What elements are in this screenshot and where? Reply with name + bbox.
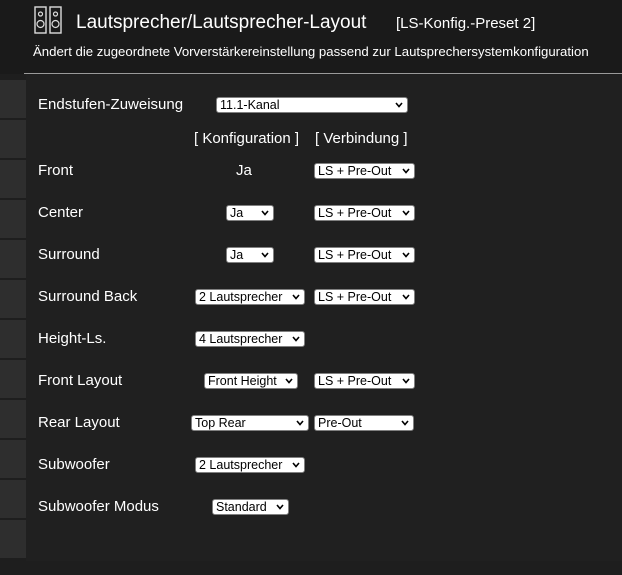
chevron-down-icon: [401, 290, 411, 304]
sidebar-tab[interactable]: [0, 120, 27, 158]
height-konfiguration-value: 4 Lautsprecher: [199, 332, 283, 346]
height-konfiguration-select[interactable]: [195, 331, 305, 347]
surround-back-verbindung-value: LS + Pre-Out: [318, 290, 392, 304]
subwoofer-label: Subwoofer: [38, 456, 110, 473]
sidebar: [0, 80, 26, 560]
header-divider: [24, 73, 622, 74]
page-header: [0, 0, 622, 74]
sidebar-tab[interactable]: [0, 400, 27, 438]
sidebar-tab[interactable]: [0, 320, 27, 358]
subwoofer-konfiguration-select[interactable]: [195, 457, 305, 473]
endstufen-select[interactable]: [216, 97, 408, 113]
center-verbindung-value: LS + Pre-Out: [318, 206, 392, 220]
rear-layout-verbindung-select[interactable]: [314, 415, 414, 431]
surround-verbindung-select[interactable]: [314, 247, 415, 263]
rear-layout-konfiguration-select[interactable]: [191, 415, 309, 431]
front-layout-verbindung-select[interactable]: [314, 373, 415, 389]
rear-layout-konfiguration-value: Top Rear: [195, 416, 246, 430]
surround-konfiguration-select[interactable]: [226, 247, 274, 263]
surround-konfiguration-value: Ja: [230, 248, 244, 262]
preset-label: [LS-Konfig.-Preset 2]: [396, 15, 536, 32]
subwoofer-modus-value: Standard: [216, 500, 267, 514]
center-konfiguration-select[interactable]: [226, 205, 274, 221]
chevron-down-icon: [401, 164, 411, 178]
settings-panel: [26, 75, 622, 561]
sidebar-tab[interactable]: [0, 200, 27, 238]
chevron-down-icon: [260, 248, 270, 262]
front-konfiguration-value: Ja: [236, 162, 252, 179]
sidebar-tab[interactable]: [0, 480, 27, 518]
chevron-down-icon: [394, 98, 404, 112]
center-verbindung-select[interactable]: [314, 205, 415, 221]
chevron-down-icon: [284, 374, 294, 388]
surround-back-konfiguration-select[interactable]: [195, 289, 305, 305]
front-verbindung-value: LS + Pre-Out: [318, 164, 392, 178]
endstufen-label: Endstufen-Zuweisung: [38, 96, 184, 113]
surround-back-label: Surround Back: [38, 288, 138, 305]
surround-verbindung-value: LS + Pre-Out: [318, 248, 392, 262]
chevron-down-icon: [275, 500, 285, 514]
height-label: Height-Ls.: [38, 330, 107, 347]
sidebar-tab[interactable]: [0, 240, 27, 278]
front-layout-konfiguration-value: Front Height: [208, 374, 277, 388]
column-header-konfiguration: [ Konfiguration ]: [194, 130, 300, 147]
front-label: Front: [38, 162, 74, 179]
chevron-down-icon: [291, 332, 301, 346]
page-description: Ändert die zugeordnete Vorverstärkereinstellung passend zur Lautsprechersystemkonfiguration: [33, 44, 589, 59]
speaker-pair-icon: [34, 6, 62, 34]
chevron-down-icon: [401, 248, 411, 262]
subwoofer-modus-label: Subwoofer Modus: [38, 498, 159, 515]
front-layout-verbindung-value: LS + Pre-Out: [318, 374, 392, 388]
surround-back-konfiguration-value: 2 Lautsprecher: [199, 290, 283, 304]
center-konfiguration-value: Ja: [230, 206, 244, 220]
surround-back-verbindung-select[interactable]: [314, 289, 415, 305]
page-title: Lautsprecher/Lautsprecher-Layout: [76, 12, 367, 33]
front-verbindung-select[interactable]: [314, 163, 415, 179]
subwoofer-konfiguration-value: 2 Lautsprecher: [199, 458, 283, 472]
rear-layout-verbindung-value: Pre-Out: [318, 416, 362, 430]
column-header-verbindung: [ Verbindung ]: [315, 130, 408, 147]
front-layout-label: Front Layout: [38, 372, 123, 389]
chevron-down-icon: [291, 290, 301, 304]
chevron-down-icon: [295, 416, 305, 430]
sidebar-tab[interactable]: [0, 520, 27, 558]
chevron-down-icon: [401, 374, 411, 388]
sidebar-tab[interactable]: [0, 440, 27, 478]
sidebar-tab[interactable]: [0, 280, 27, 318]
sidebar-tab[interactable]: [0, 160, 27, 198]
chevron-down-icon: [260, 206, 270, 220]
rear-layout-label: Rear Layout: [38, 414, 120, 431]
sidebar-tab[interactable]: [0, 360, 27, 398]
chevron-down-icon: [400, 416, 410, 430]
chevron-down-icon: [401, 206, 411, 220]
endstufen-value: 11.1-Kanal: [220, 98, 280, 112]
subwoofer-modus-select[interactable]: [212, 499, 289, 515]
surround-label: Surround: [38, 246, 100, 263]
front-layout-konfiguration-select[interactable]: [204, 373, 298, 389]
chevron-down-icon: [291, 458, 301, 472]
sidebar-tab[interactable]: [0, 80, 27, 118]
center-label: Center: [38, 204, 84, 221]
